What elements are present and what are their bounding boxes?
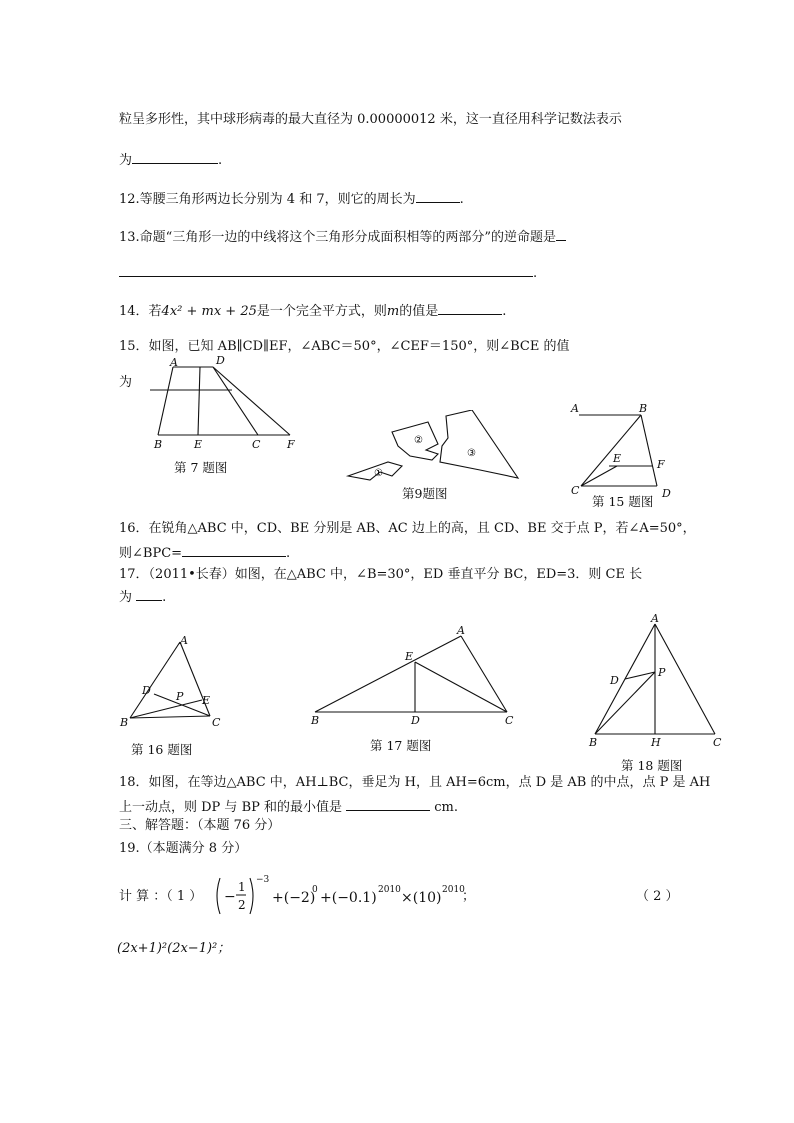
q17-answer-blank[interactable] bbox=[136, 586, 162, 601]
fig15-label-f: F bbox=[657, 458, 665, 471]
q19-part2-expression: (2x+1)²(2x−1)²； bbox=[117, 941, 231, 956]
q11-prefix: 为 bbox=[119, 153, 133, 168]
fig16-label-d: D bbox=[142, 684, 151, 697]
q14-middle: 是一个完全平方式，则 bbox=[256, 304, 387, 319]
fig17-label-c: C bbox=[505, 714, 514, 727]
fig7-caption: 第 7 题图 bbox=[174, 460, 228, 475]
fig7-label-b: B bbox=[154, 438, 163, 451]
figure-7 bbox=[150, 355, 310, 451]
svg-text:+(−2): +(−2) bbox=[272, 890, 316, 906]
svg-text:2: 2 bbox=[238, 898, 246, 912]
q14-line bbox=[119, 300, 506, 321]
fig17-label-d: D bbox=[411, 714, 420, 727]
figure-18 bbox=[585, 612, 730, 752]
fig15-label-b: B bbox=[639, 402, 648, 415]
q13-line1 bbox=[119, 226, 566, 247]
q12-suffix: . bbox=[459, 192, 464, 207]
fig18-label-a: A bbox=[651, 612, 659, 625]
q18-line1: 18．如图，在等边△ABC 中，AH⊥BC，垂足为 H，且 AH=6cm，点 D 是 AB 的中点，点 P 是 AH bbox=[119, 775, 711, 790]
svg-text:1: 1 bbox=[238, 880, 246, 894]
svg-text:×(10): ×(10) bbox=[401, 890, 442, 906]
svg-text:0: 0 bbox=[312, 885, 318, 895]
q14-prefix: 14．若 bbox=[119, 304, 162, 319]
fig16-label-e: E bbox=[202, 694, 211, 707]
q14-variable: m bbox=[386, 304, 400, 319]
fig18-caption: 第 18 题图 bbox=[621, 758, 683, 773]
fig18-label-h: H bbox=[651, 736, 661, 749]
fig9-label-3: ③ bbox=[467, 448, 476, 459]
q17-line2 bbox=[119, 586, 166, 607]
fig7-label-f: F bbox=[287, 438, 295, 451]
q14-answer-blank[interactable] bbox=[438, 300, 502, 315]
fig17-label-a: A bbox=[457, 624, 465, 637]
fig17-label-e: E bbox=[405, 650, 414, 663]
q19-part1-expression bbox=[212, 872, 472, 920]
svg-text:2010: 2010 bbox=[378, 885, 401, 895]
q19-calc-label: 计 算 ：（ 1 ） bbox=[119, 889, 203, 904]
q15-line1: 15．如图，已知 AB∥CD∥EF，∠ABC＝50°，∠CEF＝150°，则∠BCE 的值 bbox=[119, 339, 570, 354]
figure-17 bbox=[305, 620, 530, 728]
fig16-label-p: P bbox=[176, 690, 184, 703]
q13-line2 bbox=[119, 262, 537, 283]
fig16-label-b: B bbox=[120, 716, 129, 729]
q16-prefix: 则∠BPC= bbox=[119, 546, 183, 561]
fig15-label-e: E bbox=[613, 452, 622, 465]
fig15-label-c: C bbox=[571, 484, 580, 497]
q12-line bbox=[119, 188, 464, 209]
figure-16 bbox=[118, 632, 228, 732]
q17-line1: 17．（2011•长春）如图，在△ABC 中，∠B=30°，ED 垂直平分 BC，ED=3．则 CE 长 bbox=[119, 567, 643, 582]
q12-text: 12.等腰三角形两边长分别为 4 和 7，则它的周长为 bbox=[119, 192, 416, 207]
q14-end: . bbox=[502, 304, 507, 319]
q13-blank-start[interactable] bbox=[556, 226, 566, 241]
fig9-label-1: ① bbox=[374, 468, 383, 479]
q18-prefix: 上一动点，则 DP 与 BP 和的最小值是 bbox=[119, 800, 342, 815]
fig7-label-a: A bbox=[170, 356, 178, 369]
fig18-label-d: D bbox=[610, 674, 619, 687]
fig18-label-p: P bbox=[658, 666, 666, 679]
q16-answer-blank[interactable] bbox=[182, 542, 286, 557]
svg-text:2010: 2010 bbox=[442, 885, 465, 895]
q18-answer-blank[interactable] bbox=[346, 796, 430, 811]
q16-line1: 16．在锐角△ABC 中，CD、BE 分别是 AB、AC 边上的高，且 CD、BE 交于点 P，若∠A=50°， bbox=[119, 521, 696, 536]
fig7-label-d: D bbox=[216, 355, 225, 367]
fig17-caption: 第 17 题图 bbox=[370, 738, 432, 753]
q17-suffix: . bbox=[162, 590, 167, 605]
q15-line2 bbox=[119, 374, 132, 392]
q15-prefix: 为 bbox=[119, 375, 133, 390]
fig16-label-a: A bbox=[180, 634, 188, 647]
q19-part2-label: （ 2 ） bbox=[636, 889, 679, 904]
fig15-caption: 第 15 题图 bbox=[592, 494, 654, 509]
svg-text:−: − bbox=[224, 889, 236, 905]
q11-answer-blank[interactable] bbox=[132, 149, 218, 164]
fig15-label-d: D bbox=[662, 487, 671, 498]
q13-suffix: . bbox=[533, 266, 538, 281]
figure-9 bbox=[340, 410, 530, 485]
svg-text:−3: −3 bbox=[256, 875, 270, 885]
q17-prefix: 为 bbox=[119, 590, 133, 605]
q13-text: 13.命题“三角形一边的中线将这个三角形分成面积相等的两部分”的逆命题是 bbox=[119, 230, 556, 245]
fig9-label-2: ② bbox=[414, 435, 423, 446]
q16-suffix: . bbox=[286, 546, 291, 561]
figure-15 bbox=[565, 398, 675, 498]
fig15-label-a: A bbox=[571, 402, 579, 415]
q12-answer-blank[interactable] bbox=[416, 188, 460, 203]
q14-suffix: 的值是 bbox=[399, 304, 439, 319]
q11-suffix: . bbox=[218, 153, 223, 168]
q18-line2 bbox=[119, 796, 458, 817]
q13-answer-blank[interactable] bbox=[119, 262, 533, 277]
fig7-label-e: E bbox=[194, 438, 203, 451]
fig16-label-c: C bbox=[212, 716, 221, 729]
fig7-label-c: C bbox=[252, 438, 261, 451]
q11-line2 bbox=[119, 149, 222, 170]
q11-line1: 粒呈多形性，其中球形病毒的最大直径为 0.00000012 米，这一直径用科学记数法表示 bbox=[119, 112, 622, 127]
fig9-caption: 第9题图 bbox=[402, 486, 448, 501]
fig16-caption: 第 16 题图 bbox=[131, 742, 193, 757]
fig17-label-b: B bbox=[311, 714, 320, 727]
svg-text:+(−0.1): +(−0.1) bbox=[320, 890, 377, 906]
q16-line2 bbox=[119, 542, 290, 563]
section-3-heading: 三、解答题：（本题 76 分） bbox=[119, 818, 281, 833]
q14-expression: 4x² + mx + 25 bbox=[161, 304, 257, 319]
q19-part1-tail: ； bbox=[462, 889, 476, 904]
q18-suffix: cm. bbox=[434, 800, 459, 815]
q19-header: 19.（本题满分 8 分） bbox=[119, 841, 248, 856]
fig18-label-c: C bbox=[713, 736, 722, 749]
fig18-label-b: B bbox=[589, 736, 598, 749]
